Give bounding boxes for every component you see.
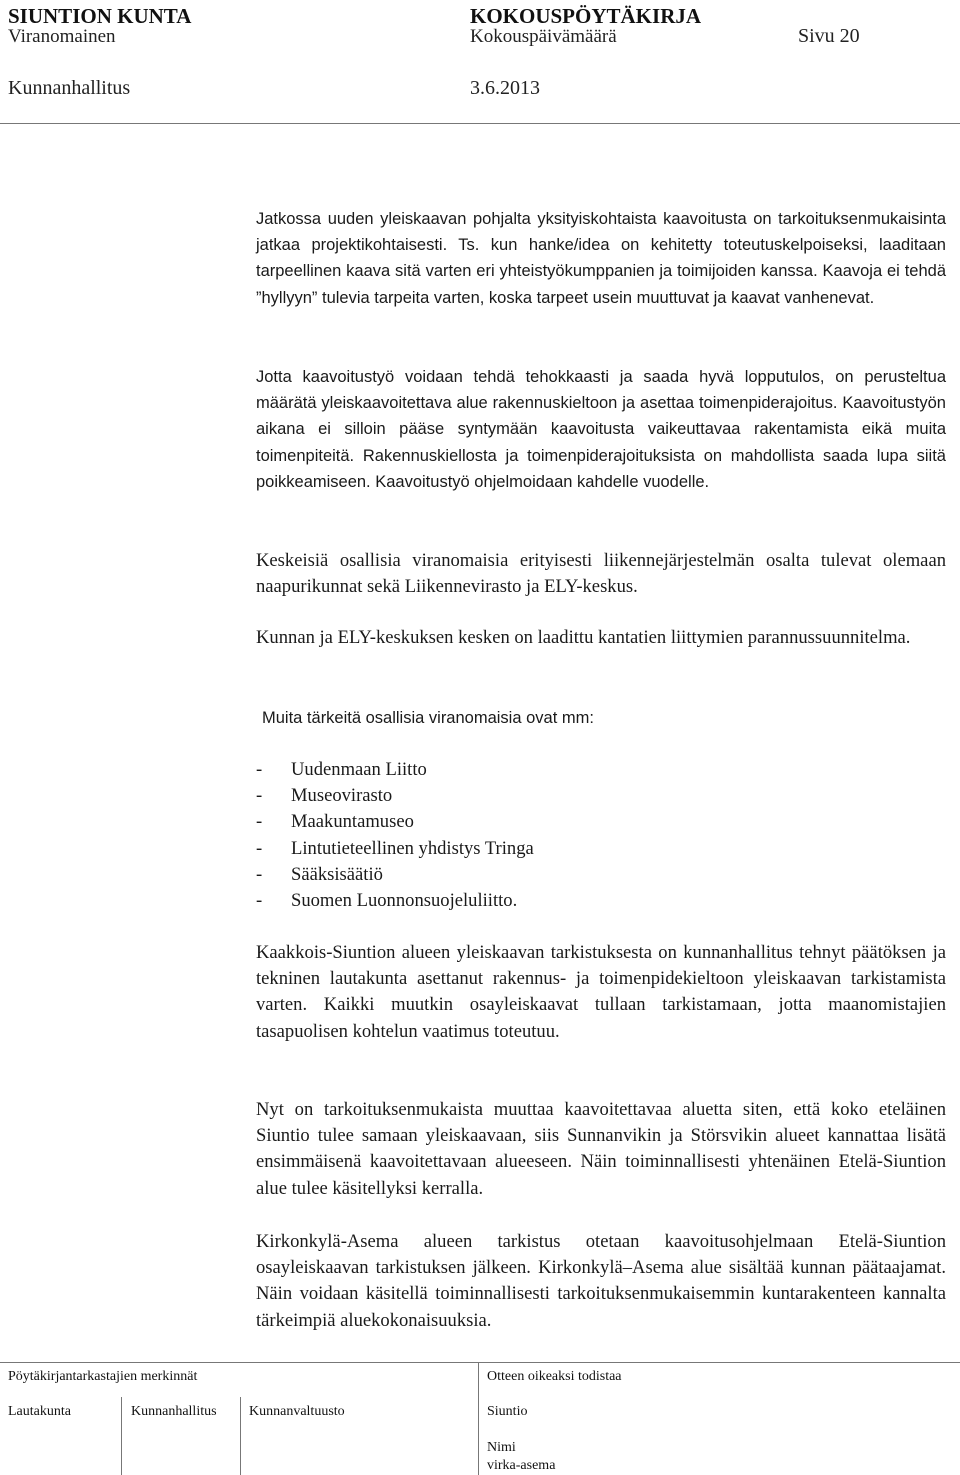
meeting-date-label: Kokouspäivämäärä (470, 26, 617, 47)
list-item-label: Suomen Luonnonsuojeluliitto. (291, 890, 518, 912)
list-item (256, 888, 534, 914)
municipality-name: SIUNTION KUNTA (8, 4, 192, 28)
paragraph-project-planning: Jatkossa uuden yleiskaavan pohjalta yksityiskohtaista kaavoitusta on tarkoituksenmukaisinta jatkaa projektikohtaisesti. Ts. kun hanke/idea on kehitetty toteutuskelpoiseksi, laaditaan tarpeellinen kaava sitä varten eri yhteistyökumppanien ja toimijoiden kanssa. Kaavoja ei tehdä ”hyllyyn” tulevia tarpeita varten, koska tarpeet usein muuttuvat ja kaavat vanhenevat. (256, 210, 946, 307)
list-item (256, 836, 534, 862)
authority-label: Viranomainen (8, 26, 116, 47)
paragraph-key-parties: Keskeisiä osallisia viranomaisia erityisesti liikennejärjestelmän osalta tulevat olemaan naapurikunnat sekä Liikennevirasto ja ELY-keskus. (256, 550, 946, 598)
authorities-list (256, 757, 534, 914)
name-label: Nimi (487, 1440, 516, 1455)
list-item (256, 757, 534, 783)
paragraph-southeast-review: Kaakkois-Siuntion alueen yleiskaavan tarkistuksesta on kunnanhallitus tehnyt päätöksen ja tekninen lautakunta asettanut rakennus- ja toimenpidekieltoon yleiskaavan tarkistamista varten. Kaikki muutkin osayleiskaavat tullaan tarkistamaan, jotta maanomistajien tasapuolisen kohtelun vaatimus toteutuu. (256, 942, 946, 1042)
page-number: Sivu 20 (798, 25, 860, 47)
checkers-label: Pöytäkirjantarkastajien merkinnät (8, 1369, 198, 1384)
footer-divider (121, 1397, 122, 1475)
list-dash: - (256, 890, 263, 912)
list-dash: - (256, 759, 263, 780)
list-item (256, 783, 534, 809)
col-lautakunta: Lautakunta (8, 1404, 71, 1419)
list-item (256, 862, 534, 888)
list-item-label: Uudenmaan Liitto (291, 759, 427, 780)
paragraph-building-ban: Jotta kaavoitustyö voidaan tehdä tehokkaasti ja saada hyvä lopputulos, on perusteltua määrätä yleiskaavoitettava alue rakennuskieltoon ja asettaa toimenpiderajoitus. Kaavoitustyön aikana ei silloin pääse syntymään kaavoitusta vaikeuttavaa rakentamista eikä muita toimenpiteitä. Rakennuskiellosta ja toimenpiderajoituksista on mahdollista saada lupa siitä poikkeamiseen. Kaavoitustyö ohjelmoidaan kahdelle vuodelle. (256, 368, 946, 491)
footer-rule (0, 1362, 960, 1363)
certified-label: Otteen oikeaksi todistaa (487, 1369, 622, 1384)
footer-divider (240, 1397, 241, 1475)
list-item (256, 809, 534, 835)
list-item-label: Lintutieteellinen yhdistys Tringa (291, 837, 534, 859)
list-item-label: Maakuntamuseo (291, 811, 414, 833)
paragraph-south-siuntio: Nyt on tarkoituksenmukaista muuttaa kaavoitettavaa aluetta siten, että koko eteläinen Siuntio tulee samaan yleiskaavaan, siis Sunnanvikin ja Störsvikin alueet kannattaa lisätä ensimmäisenä kaavoitettavaan alueeseen. Näin toiminnallisesti yhtenäinen Etelä-Siuntion alue tulee käsitellyksi kerralla. (256, 1099, 946, 1199)
col-kunnanvaltuusto: Kunnanvaltuusto (249, 1404, 345, 1419)
list-dash: - (256, 863, 263, 885)
list-dash: - (256, 811, 263, 833)
paragraph-kirkonkyla-asema: Kirkonkylä-Asema alueen tarkistus otetaan kaavoitusohjelmaan Etelä-Siuntion osayleiskaavan tarkistuksen jälkeen. Kirkonkylä–Asema alue sisältää kunnan päätaajamat. Näin voidaan käsitellä toiminnallisesti tarkoituksenmukaisemmin kuntarakenteen kannalta tärkeimpiä aluekokonaisuuksia. (256, 1231, 946, 1331)
list-dash: - (256, 837, 263, 859)
document-type: KOKOUSPÖYTÄKIRJA (470, 4, 702, 28)
list-item-label: Sääksisäätiö (291, 863, 383, 885)
authority-name: Kunnanhallitus (8, 77, 131, 99)
footer-divider (478, 1362, 479, 1475)
meeting-date: 3.6.2013 (470, 77, 540, 99)
list-dash: - (256, 785, 263, 807)
place: Siuntio (487, 1404, 528, 1419)
header-rule (0, 123, 960, 124)
col-kunnanhallitus: Kunnanhallitus (131, 1404, 217, 1419)
position-label: virka-asema (487, 1458, 556, 1473)
paragraph-other-parties: Muita tärkeitä osallisia viranomaisia ovat mm: (262, 709, 594, 727)
paragraph-junction-plan: Kunnan ja ELY-keskuksen kesken on laadittu kantatien liittymien parannussuunnitelma. (256, 627, 911, 648)
list-item-label: Museovirasto (291, 785, 393, 807)
